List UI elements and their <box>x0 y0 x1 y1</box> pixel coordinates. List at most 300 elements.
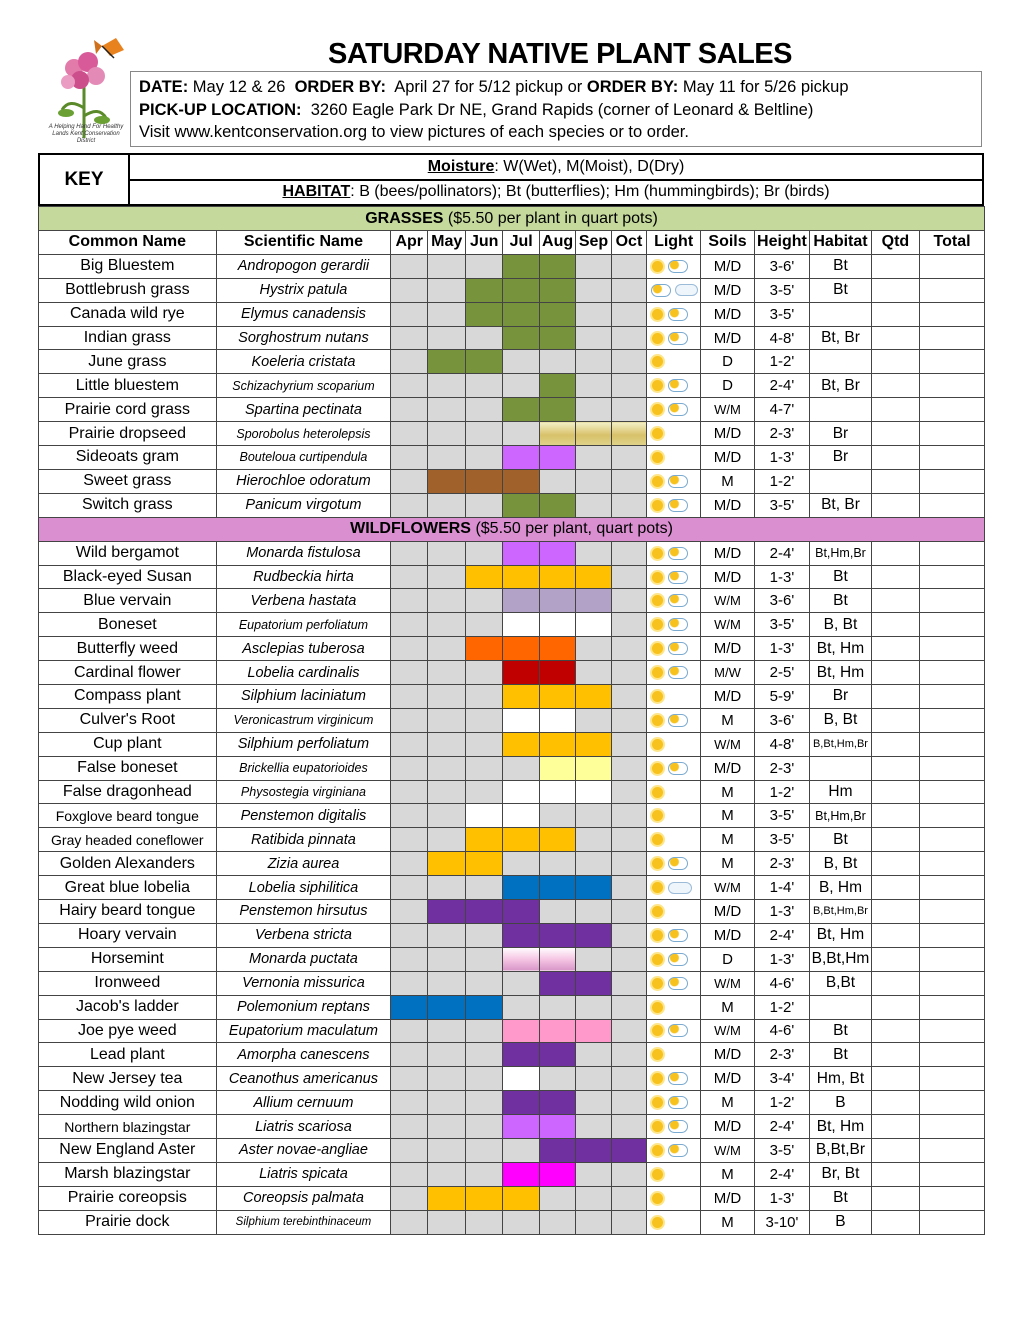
quantity-input[interactable] <box>871 613 919 637</box>
soils: M <box>701 995 754 1019</box>
bloom-cell <box>503 565 540 589</box>
bloom-cell <box>612 374 647 398</box>
bloom-cell <box>612 637 647 661</box>
habitat: Bt, Br <box>810 493 872 517</box>
full-sun-icon <box>652 309 663 320</box>
light-icons <box>647 452 700 463</box>
height: 2-3' <box>754 852 809 876</box>
bloom-cell <box>503 995 540 1019</box>
quantity-input[interactable] <box>871 326 919 350</box>
total-cell <box>920 1115 985 1139</box>
quantity-input[interactable] <box>871 302 919 326</box>
partial-shade-icon <box>668 403 688 416</box>
full-sun-icon <box>652 882 663 893</box>
total-cell <box>920 326 985 350</box>
light-cell <box>646 1067 700 1091</box>
bloom-cell <box>391 756 428 780</box>
bloom-cell <box>466 446 503 470</box>
bloom-cell <box>576 278 612 302</box>
bloom-cell <box>612 1067 647 1091</box>
total-cell <box>920 1043 985 1067</box>
total-cell <box>920 756 985 780</box>
bloom-cell <box>612 995 647 1019</box>
common-name: Sideoats gram <box>39 446 217 470</box>
bloom-cell <box>540 756 576 780</box>
light-icons <box>647 499 700 512</box>
height: 4-6' <box>754 1019 809 1043</box>
bloom-cell <box>503 852 540 876</box>
bloom-cell <box>466 876 503 900</box>
bloom-cell <box>391 1186 428 1210</box>
bloom-cell <box>391 828 428 852</box>
quantity-input[interactable] <box>871 350 919 374</box>
light-cell <box>646 589 700 613</box>
plant-row <box>39 613 985 637</box>
soils: M <box>701 804 754 828</box>
light-icons <box>647 260 700 273</box>
bloom-cell <box>428 708 466 732</box>
quantity-input[interactable] <box>871 1162 919 1186</box>
bloom-cell <box>466 1162 503 1186</box>
habitat: Bt <box>810 589 872 613</box>
bloom-cell <box>503 923 540 947</box>
bloom-cell <box>540 565 576 589</box>
bloom-cell <box>391 350 428 374</box>
height: 3-6' <box>754 589 809 613</box>
bloom-cell <box>540 1138 576 1162</box>
soils: W/M <box>701 613 754 637</box>
bloom-cell <box>466 1115 503 1139</box>
column-header: Oct <box>612 231 647 255</box>
column-header: Total <box>920 231 985 255</box>
plant-row <box>39 995 985 1019</box>
section-note: ($5.50 per plant, quart pots) <box>475 520 673 538</box>
bloom-cell <box>540 947 576 971</box>
light-cell <box>646 541 700 565</box>
height: 3-5' <box>754 302 809 326</box>
bloom-cell <box>428 613 466 637</box>
habitat: Bt,Hm,Br <box>810 804 872 828</box>
bloom-cell <box>503 804 540 828</box>
bloom-cell <box>466 493 503 517</box>
bloom-cell <box>540 469 576 493</box>
scientific-name: Monarda fistulosa <box>216 541 391 565</box>
quantity-input[interactable] <box>871 446 919 470</box>
light-cell <box>646 995 700 1019</box>
height: 4-8' <box>754 732 809 756</box>
bloom-cell <box>612 493 647 517</box>
quantity-input[interactable] <box>871 685 919 709</box>
bloom-cell <box>576 708 612 732</box>
full-sun-icon <box>652 452 663 463</box>
light-icons <box>647 1217 700 1228</box>
scientific-name: Physostegia virginiana <box>216 780 391 804</box>
bloom-cell <box>428 1091 466 1115</box>
bloom-cell <box>576 971 612 995</box>
common-name: Prairie cord grass <box>39 398 217 422</box>
quantity-input[interactable] <box>871 1067 919 1091</box>
bloom-cell <box>576 326 612 350</box>
bloom-cell <box>466 828 503 852</box>
full-sun-icon <box>652 834 663 845</box>
bloom-cell <box>612 971 647 995</box>
bloom-cell <box>540 1115 576 1139</box>
quantity-input[interactable] <box>871 254 919 278</box>
column-header: Common Name <box>39 231 217 255</box>
quantity-input[interactable] <box>871 780 919 804</box>
scientific-name: Ratibida pinnata <box>216 828 391 852</box>
height: 2-4' <box>754 374 809 398</box>
height: 2-4' <box>754 1115 809 1139</box>
bloom-cell <box>576 685 612 709</box>
bloom-cell <box>612 1138 647 1162</box>
light-icons <box>647 739 700 750</box>
total-cell <box>920 900 985 924</box>
bloom-cell <box>466 1019 503 1043</box>
quantity-input[interactable] <box>871 637 919 661</box>
plant-row <box>39 1162 985 1186</box>
common-name: Hoary vervain <box>39 923 217 947</box>
bloom-cell <box>576 1162 612 1186</box>
partial-shade-icon <box>668 857 688 870</box>
partial-shade-icon <box>668 499 688 512</box>
quantity-input[interactable] <box>871 876 919 900</box>
light-cell <box>646 422 700 446</box>
bloom-cell <box>466 613 503 637</box>
bloom-cell <box>466 756 503 780</box>
soils: M/D <box>701 493 754 517</box>
light-icons <box>647 1120 700 1133</box>
bloom-cell <box>466 1067 503 1091</box>
section-label: GRASSES <box>365 209 444 227</box>
bloom-cell <box>576 374 612 398</box>
bloom-cell <box>612 398 647 422</box>
common-name: Hairy beard tongue <box>39 900 217 924</box>
habitat <box>810 756 872 780</box>
quantity-input[interactable] <box>871 828 919 852</box>
light-cell <box>646 971 700 995</box>
bloom-cell <box>503 613 540 637</box>
height: 3-5' <box>754 828 809 852</box>
height: 1-3' <box>754 900 809 924</box>
partial-shade-icon <box>668 953 688 966</box>
section-row-grasses <box>39 207 985 231</box>
bloom-cell <box>428 947 466 971</box>
bloom-cell <box>612 780 647 804</box>
quantity-input[interactable] <box>871 756 919 780</box>
bloom-cell <box>466 1186 503 1210</box>
sale-info-box <box>130 71 982 147</box>
light-cell <box>646 446 700 470</box>
common-name: New Jersey tea <box>39 1067 217 1091</box>
bloom-cell <box>466 1043 503 1067</box>
light-icons <box>647 332 700 345</box>
pickup-label: PICK-UP LOCATION: <box>139 100 302 119</box>
bloom-cell <box>428 780 466 804</box>
bloom-cell <box>576 1210 612 1234</box>
height: 2-4' <box>754 541 809 565</box>
section-header <box>39 207 985 231</box>
total-cell <box>920 708 985 732</box>
total-cell <box>920 350 985 374</box>
scientific-name: Eupatorium maculatum <box>216 1019 391 1043</box>
bloom-cell <box>466 947 503 971</box>
light-icons <box>647 1193 700 1204</box>
plant-row <box>39 828 985 852</box>
plant-row <box>39 254 985 278</box>
habitat: Bt, Hm <box>810 1115 872 1139</box>
partial-shade-icon <box>668 762 688 775</box>
bloom-cell <box>428 302 466 326</box>
light-cell <box>646 1115 700 1139</box>
bloom-cell <box>466 780 503 804</box>
bloom-cell <box>540 541 576 565</box>
height: 4-6' <box>754 971 809 995</box>
light-icons <box>647 642 700 655</box>
bloom-cell <box>612 1186 647 1210</box>
bloom-cell <box>503 1162 540 1186</box>
scientific-name: Penstemon digitalis <box>216 804 391 828</box>
habitat: B, Bt <box>810 852 872 876</box>
quantity-input[interactable] <box>871 708 919 732</box>
bloom-cell <box>612 876 647 900</box>
bloom-cell <box>612 947 647 971</box>
total-cell <box>920 278 985 302</box>
common-name: Northern blazingstar <box>39 1115 217 1139</box>
bloom-cell <box>391 254 428 278</box>
height: 3-10' <box>754 1210 809 1234</box>
quantity-input[interactable] <box>871 1115 919 1139</box>
scientific-name: Elymus canadensis <box>216 302 391 326</box>
common-name: Nodding wild onion <box>39 1091 217 1115</box>
bloom-cell <box>391 493 428 517</box>
full-sun-icon <box>652 428 663 439</box>
partial-shade-icon <box>668 1096 688 1109</box>
bloom-cell <box>428 923 466 947</box>
quantity-input[interactable] <box>871 1186 919 1210</box>
quantity-input[interactable] <box>871 541 919 565</box>
full-sun-icon <box>652 739 663 750</box>
light-cell <box>646 780 700 804</box>
bloom-cell <box>576 565 612 589</box>
quantity-input[interactable] <box>871 1091 919 1115</box>
total-cell <box>920 565 985 589</box>
bloom-cell <box>503 780 540 804</box>
quantity-input[interactable] <box>871 1019 919 1043</box>
partial-shade-icon <box>668 642 688 655</box>
bloom-cell <box>540 971 576 995</box>
scientific-name: Penstemon hirsutus <box>216 900 391 924</box>
total-cell <box>920 661 985 685</box>
key-habitat <box>130 180 982 204</box>
scientific-name: Lobelia siphilitica <box>216 876 391 900</box>
plant-row <box>39 302 985 326</box>
quantity-input[interactable] <box>871 278 919 302</box>
bloom-cell <box>428 1019 466 1043</box>
soils: D <box>701 374 754 398</box>
bloom-cell <box>428 469 466 493</box>
light-icons <box>647 1072 700 1085</box>
common-name: Indian grass <box>39 326 217 350</box>
full-sun-icon <box>652 1169 663 1180</box>
bloom-cell <box>391 1210 428 1234</box>
common-name: Lead plant <box>39 1043 217 1067</box>
quantity-input[interactable] <box>871 1210 919 1234</box>
bloom-cell <box>576 947 612 971</box>
quantity-input[interactable] <box>871 732 919 756</box>
bloom-cell <box>540 1162 576 1186</box>
habitat: Hm, Bt <box>810 1067 872 1091</box>
light-cell <box>646 900 700 924</box>
bloom-cell <box>503 947 540 971</box>
light-cell <box>646 565 700 589</box>
partial-shade-icon <box>668 1072 688 1085</box>
bloom-cell <box>503 589 540 613</box>
plant-row <box>39 852 985 876</box>
total-cell <box>920 947 985 971</box>
scientific-name: Monarda puctata <box>216 947 391 971</box>
scientific-name: Bouteloua curtipendula <box>216 446 391 470</box>
common-name: Prairie dock <box>39 1210 217 1234</box>
height: 1-3' <box>754 637 809 661</box>
habitat: Hm <box>810 780 872 804</box>
quantity-input[interactable] <box>871 589 919 613</box>
light-cell <box>646 852 700 876</box>
total-cell <box>920 1091 985 1115</box>
height: 3-5' <box>754 613 809 637</box>
full-sun-icon <box>652 858 663 869</box>
quantity-input[interactable] <box>871 565 919 589</box>
total-cell <box>920 852 985 876</box>
bloom-cell <box>576 469 612 493</box>
quantity-input[interactable] <box>871 469 919 493</box>
scientific-name: Zizia aurea <box>216 852 391 876</box>
common-name: Golden Alexanders <box>39 852 217 876</box>
quantity-input[interactable] <box>871 398 919 422</box>
full-sun-icon <box>652 667 663 678</box>
light-icons <box>647 403 700 416</box>
soils: M/D <box>701 541 754 565</box>
column-header: Light <box>646 231 700 255</box>
bloom-cell <box>466 1091 503 1115</box>
common-name: Canada wild rye <box>39 302 217 326</box>
habitat: Bt <box>810 1019 872 1043</box>
bloom-cell <box>612 446 647 470</box>
habitat: Bt, Hm <box>810 637 872 661</box>
soils: M/D <box>701 756 754 780</box>
total-cell <box>920 828 985 852</box>
total-cell <box>920 1138 985 1162</box>
scientific-name: Silphium terebinthinaceum <box>216 1210 391 1234</box>
quantity-input[interactable] <box>871 493 919 517</box>
bloom-cell <box>466 804 503 828</box>
bloom-cell <box>612 254 647 278</box>
total-cell <box>920 971 985 995</box>
soils: M/D <box>701 900 754 924</box>
bloom-cell <box>503 374 540 398</box>
scientific-name: Eupatorium perfoliatum <box>216 613 391 637</box>
bloom-cell <box>612 589 647 613</box>
quantity-input[interactable] <box>871 900 919 924</box>
quantity-input[interactable] <box>871 661 919 685</box>
bloom-cell <box>428 1067 466 1091</box>
bloom-cell <box>612 541 647 565</box>
bloom-cell <box>428 637 466 661</box>
bloom-cell <box>428 1186 466 1210</box>
scientific-name: Hierochloe odoratum <box>216 469 391 493</box>
bloom-cell <box>428 422 466 446</box>
quantity-input[interactable] <box>871 995 919 1019</box>
plant-row <box>39 541 985 565</box>
plant-row <box>39 708 985 732</box>
quantity-input[interactable] <box>871 1043 919 1067</box>
bloom-cell <box>428 1043 466 1067</box>
quantity-input[interactable] <box>871 947 919 971</box>
common-name: Cup plant <box>39 732 217 756</box>
bloom-cell <box>612 1210 647 1234</box>
soils: M/D <box>701 254 754 278</box>
height: 3-6' <box>754 254 809 278</box>
habitat: B,Bt,Br <box>810 1138 872 1162</box>
bloom-cell <box>466 589 503 613</box>
quantity-input[interactable] <box>871 971 919 995</box>
soils: W/M <box>701 971 754 995</box>
column-header: May <box>428 231 466 255</box>
plant-table <box>38 206 985 1235</box>
key-box <box>38 153 984 206</box>
bloom-cell <box>540 1091 576 1115</box>
bloom-cell <box>576 923 612 947</box>
soils: M/D <box>701 923 754 947</box>
logo-caption: A Helping Hand For Healthy Lands Kent Conservation District <box>48 124 124 144</box>
quantity-input[interactable] <box>871 1138 919 1162</box>
plant-row <box>39 469 985 493</box>
light-icons <box>647 1096 700 1109</box>
order-by-value-2: May 11 for 5/26 pickup <box>682 78 849 96</box>
quantity-input[interactable] <box>871 923 919 947</box>
common-name: Culver's Root <box>39 708 217 732</box>
quantity-input[interactable] <box>871 422 919 446</box>
habitat: Bt, Hm <box>810 923 872 947</box>
bloom-cell <box>612 278 647 302</box>
total-cell <box>920 732 985 756</box>
quantity-input[interactable] <box>871 804 919 828</box>
bloom-cell <box>576 350 612 374</box>
bloom-cell <box>428 446 466 470</box>
light-cell <box>646 923 700 947</box>
quantity-input[interactable] <box>871 374 919 398</box>
bloom-cell <box>503 1210 540 1234</box>
order-by-value-1: April 27 for 5/12 pickup or <box>394 78 583 96</box>
quantity-input[interactable] <box>871 852 919 876</box>
bloom-cell <box>428 828 466 852</box>
light-icons <box>647 571 700 584</box>
bloom-cell <box>391 947 428 971</box>
bloom-cell <box>503 1138 540 1162</box>
bloom-cell <box>503 254 540 278</box>
bloom-cell <box>612 1115 647 1139</box>
soils: M/D <box>701 685 754 709</box>
soils: M/D <box>701 565 754 589</box>
bloom-cell <box>391 589 428 613</box>
light-cell <box>646 1091 700 1115</box>
total-cell <box>920 685 985 709</box>
height: 2-4' <box>754 923 809 947</box>
soils: M/D <box>701 637 754 661</box>
light-cell <box>646 732 700 756</box>
total-cell <box>920 422 985 446</box>
bloom-cell <box>540 708 576 732</box>
